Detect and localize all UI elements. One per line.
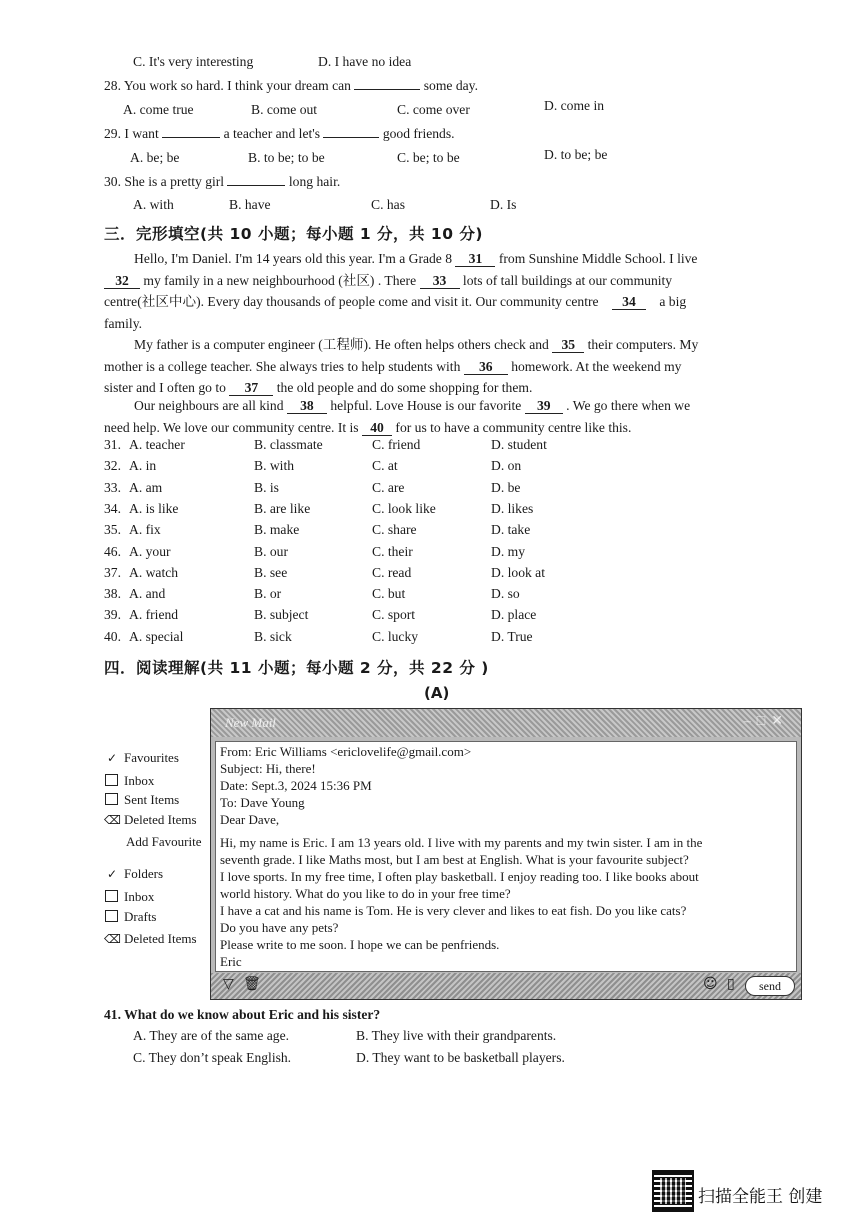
cloze-option-d: D. on — [491, 458, 522, 474]
sidebar-label: Sent Items — [124, 792, 180, 807]
cloze-option-number: 31. — [104, 437, 121, 452]
sidebar-label: Deleted Items — [124, 931, 197, 946]
trash-icon: ⌫ — [104, 932, 121, 946]
q30-option-b: B. have — [229, 197, 271, 212]
mail-window-title: New Mail — [225, 715, 276, 730]
sidebar-drafts[interactable] — [104, 909, 157, 925]
q28-option-c: C. come over — [397, 102, 470, 117]
attachment-icon[interactable]: ▯ — [727, 976, 735, 992]
cloze-text: the old people and do some shopping for them. — [276, 380, 533, 395]
sidebar-add-favourite[interactable] — [126, 834, 201, 850]
cloze-option-number: 33. — [104, 479, 121, 495]
cloze-option-c: C. at — [372, 458, 398, 474]
cloze-text: homework. At the weekend my — [511, 358, 682, 374]
q41-stem — [104, 1007, 380, 1023]
mail-body-line: I have a cat and his name is Tom. He is very clever and likes to eat fish. Do you like cats? — [220, 903, 687, 918]
mail-titlebar — [211, 709, 801, 737]
q28-number: 28. — [104, 78, 121, 93]
cloze-option-c: C. lucky — [372, 628, 419, 644]
mail-window — [210, 708, 802, 1000]
cloze-text: helpful. Love House is our favorite — [330, 398, 522, 413]
cloze-option-c: C. look like — [372, 500, 436, 516]
sidebar-label: Folders — [124, 866, 163, 881]
cloze-option-d: D. True — [491, 628, 533, 644]
cloze-option-c: C. but — [372, 586, 406, 602]
cloze-paragraph-1 — [104, 248, 756, 334]
cloze-text: . We go there when we — [566, 398, 691, 413]
cloze-blank-38: 38 — [287, 399, 327, 414]
cloze-option-b: B. see — [254, 564, 288, 580]
q30-blank — [227, 185, 285, 186]
cloze-option-b: B. are like — [254, 500, 311, 516]
cloze-option-a: A. is like — [129, 500, 179, 516]
cloze-option-number: 34. — [104, 500, 121, 516]
mail-toolbar — [211, 973, 801, 999]
q28-option-a: A. come true — [123, 102, 194, 117]
q28-text-after: some day. — [423, 78, 478, 93]
send-button[interactable]: send — [745, 976, 795, 996]
dropdown-icon[interactable]: ▽ — [223, 976, 234, 992]
cloze-option-d: D. so — [491, 586, 520, 602]
cloze-text: family. — [104, 315, 142, 331]
inbox-icon — [105, 774, 118, 786]
mail-body-line: Hi, my name is Eric. I am 13 years old. I live with my parents and my twin sister. I am in the — [220, 835, 703, 850]
cloze-option-a: A. teacher — [129, 437, 185, 452]
sidebar-label: Add Favourite — [126, 834, 202, 849]
cloze-option-number: 40. — [104, 628, 121, 644]
trash-icon[interactable]: 🗑 — [243, 976, 261, 992]
q30-text-2: long hair. — [288, 174, 341, 189]
q27-option-d: D. I have no idea — [318, 54, 412, 69]
cloze-option-number: 39. — [104, 607, 121, 623]
checkmark-icon: ✓ — [106, 867, 118, 881]
sidebar-folders[interactable] — [104, 866, 163, 882]
cloze-blank-39: 39 — [525, 399, 563, 414]
q41-text: What do we know about Eric and his sister? — [124, 1007, 381, 1022]
q29-option-a: A. be; be — [130, 150, 180, 165]
cloze-option-c: C. read — [372, 564, 412, 580]
q28-stem — [104, 78, 478, 94]
q29-blank-1 — [162, 137, 220, 138]
inbox-icon — [105, 890, 118, 902]
mail-body-line: world history. What do you like to do in your free time? — [220, 886, 511, 901]
minimize-icon[interactable]: – — [743, 714, 757, 729]
watermark-text: 扫描全能王 创建 — [698, 1187, 823, 1207]
cloze-option-a: A. friend — [129, 607, 179, 623]
cloze-blank-40: 40 — [362, 421, 392, 436]
q29-option-c: C. be; to be — [397, 150, 460, 165]
cloze-text: for us to have a community centre like this. — [395, 419, 632, 435]
sidebar-label: Favourites — [124, 750, 179, 765]
cloze-text: from Sunshine Middle School. I live — [498, 251, 698, 266]
mail-header-line: Date: Sept.3, 2024 15:36 PM — [220, 778, 372, 793]
qr-code-icon — [652, 1170, 694, 1212]
cloze-option-d: D. take — [491, 522, 531, 538]
window-controls — [744, 713, 789, 730]
q41-option-b: B. They live with their grandparents. — [356, 1028, 557, 1043]
q28-blank — [354, 89, 420, 90]
cloze-option-a: A. your — [129, 543, 171, 559]
checkmark-icon: ✓ — [106, 751, 118, 765]
cloze-option-d: D. my — [491, 543, 525, 559]
cloze-option-a: A. watch — [129, 564, 179, 580]
q41-option-a: A. They are of the same age. — [133, 1028, 290, 1043]
cloze-option-c: C. sport — [372, 607, 416, 623]
cloze-blank-36: 36 — [464, 360, 508, 375]
cloze-option-a: A. fix — [129, 522, 161, 538]
cloze-blank-33: 33 — [420, 274, 460, 289]
cloze-option-c: C. their — [372, 543, 413, 559]
cloze-option-b: B. classmate — [254, 437, 323, 452]
q30-text-1: She is a pretty girl — [124, 174, 225, 189]
mail-header-line: From: Eric Williams <ericlovelife@gmail.com> — [220, 744, 472, 759]
sidebar-inbox-2[interactable] — [104, 889, 154, 905]
sidebar-label: Inbox — [124, 889, 155, 904]
q41-number: 41. — [104, 1007, 121, 1022]
cloze-text: Our neighbours are all kind — [134, 398, 284, 413]
cloze-option-number: 38. — [104, 586, 121, 602]
q29-text-2: a teacher and let's — [223, 126, 320, 141]
cloze-option-number: 46. — [104, 543, 121, 559]
q29-option-d: D. to be; be — [544, 147, 608, 162]
sidebar-deleted-items[interactable] — [104, 812, 197, 828]
sidebar-label: Drafts — [124, 909, 157, 924]
mail-body-line: I love sports. In my free time, I often play basketball. I enjoy reading too. I like books about — [220, 869, 699, 884]
close-icon[interactable]: ✕ — [771, 714, 789, 729]
mail-body-line: Please write to me soon. I hope we can be penfriends. — [220, 937, 500, 952]
cloze-option-d: D. look at — [491, 564, 545, 580]
q27-option-c: C. It's very interesting — [133, 54, 254, 69]
drafts-icon — [105, 910, 118, 922]
trash-icon: ⌫ — [104, 813, 121, 827]
section-4-title: 四．阅读理解(共 11 小题；每小题 2 分，共 22 分 ) — [104, 659, 489, 677]
passage-label: (A) — [424, 684, 450, 702]
maximize-icon[interactable]: □ — [756, 714, 772, 729]
cloze-option-b: B. our — [254, 543, 288, 559]
cloze-option-d: D. likes — [491, 500, 534, 516]
cloze-blank-31: 31 — [455, 252, 495, 267]
cloze-option-number: 32. — [104, 458, 121, 474]
q28-text-before: You work so hard. I think your dream can — [123, 78, 351, 93]
q30-option-a: A. with — [133, 197, 174, 212]
q29-blank-2 — [323, 137, 379, 138]
cloze-option-number: 37. — [104, 564, 121, 580]
cloze-option-b: B. make — [254, 522, 300, 538]
sidebar-label: Deleted Items — [124, 812, 197, 827]
cloze-blank-37: 37 — [229, 381, 273, 396]
sidebar-sent-items[interactable] — [104, 792, 179, 808]
cloze-text: lots of tall buildings at our community — [462, 272, 673, 288]
cloze-option-b: B. or — [254, 586, 282, 602]
q28-option-d: D. come in — [544, 98, 605, 113]
cloze-option-c: C. share — [372, 522, 417, 538]
sidebar-favourites[interactable] — [104, 750, 179, 766]
cloze-option-a: A. special — [129, 628, 184, 644]
cloze-blank-34: 34 — [612, 295, 646, 310]
q41-option-d: D. They want to be basketball players. — [356, 1050, 565, 1065]
cloze-text: sister and I often go to — [104, 380, 226, 395]
cloze-option-d: D. place — [491, 607, 537, 623]
smiley-icon[interactable]: ☺ — [703, 976, 718, 992]
mail-body-line: Do you have any pets? — [220, 920, 339, 935]
cloze-paragraph-2 — [104, 334, 756, 399]
q29-stem — [104, 126, 455, 142]
cloze-option-a: A. am — [129, 479, 163, 495]
q30-option-c: C. has — [371, 197, 405, 212]
q41-option-c: C. They don’t speak English. — [133, 1050, 292, 1065]
cloze-text: My father is a computer engineer (工程师). He often helps others check and — [134, 337, 549, 352]
cloze-text: centre(社区中心). Every day thousands of people come and visit it. Our community centre — [104, 294, 599, 309]
cloze-option-c: C. friend — [372, 437, 421, 452]
cloze-text: my family in a new neighbourhood (社区) . There — [143, 272, 417, 288]
q30-option-d: D. Is — [490, 197, 517, 212]
sidebar-inbox[interactable] — [104, 773, 154, 789]
mail-body-line: Dear Dave, — [220, 812, 280, 827]
cloze-text: need help. We love our community centre. It is — [104, 419, 359, 435]
mail-body-line: seventh grade. I like Maths most, but I am best at English. What is your favourite subject? — [220, 852, 689, 867]
sidebar-deleted-items-2[interactable] — [104, 931, 197, 947]
cloze-option-b: B. sick — [254, 628, 292, 644]
cloze-option-d: D. be — [491, 479, 521, 495]
q29-text-1: I want — [124, 126, 159, 141]
cloze-option-d: D. student — [491, 437, 547, 452]
mail-header-line: To: Dave Young — [220, 795, 305, 810]
q29-text-3: good friends. — [382, 126, 455, 141]
cloze-text: mother is a college teacher. She always tries to help students with — [104, 358, 461, 374]
cloze-blank-35: 35 — [552, 338, 584, 353]
section-3-title: 三．完形填空(共 10 小题；每小题 1 分，共 10 分) — [104, 225, 483, 243]
cloze-option-a: A. in — [129, 458, 157, 474]
q29-option-b: B. to be; to be — [248, 150, 325, 165]
q28-option-b: B. come out — [251, 102, 318, 117]
sent-icon — [105, 793, 118, 805]
cloze-text: a big — [659, 294, 687, 309]
cloze-option-a: A. and — [129, 586, 166, 602]
mail-header-line: Subject: Hi, there! — [220, 761, 316, 776]
cloze-paragraph-3 — [104, 395, 756, 438]
cloze-option-b: B. subject — [254, 607, 309, 623]
q29-number: 29. — [104, 126, 121, 141]
cloze-option-c: C. are — [372, 479, 405, 495]
cloze-blank-32: 32 — [104, 274, 140, 289]
cloze-option-b: B. is — [254, 479, 279, 495]
cloze-text: Hello, I'm Daniel. I'm 14 years old this year. I'm a Grade 8 — [134, 251, 453, 266]
mail-body-line: Eric — [220, 954, 242, 969]
cloze-option-b: B. with — [254, 458, 295, 474]
q30-stem — [104, 174, 340, 190]
cloze-option-number: 35. — [104, 522, 121, 538]
sidebar-label: Inbox — [124, 773, 155, 788]
cloze-text: their computers. My — [587, 337, 699, 352]
mail-body — [215, 741, 797, 972]
q30-number: 30. — [104, 174, 121, 189]
